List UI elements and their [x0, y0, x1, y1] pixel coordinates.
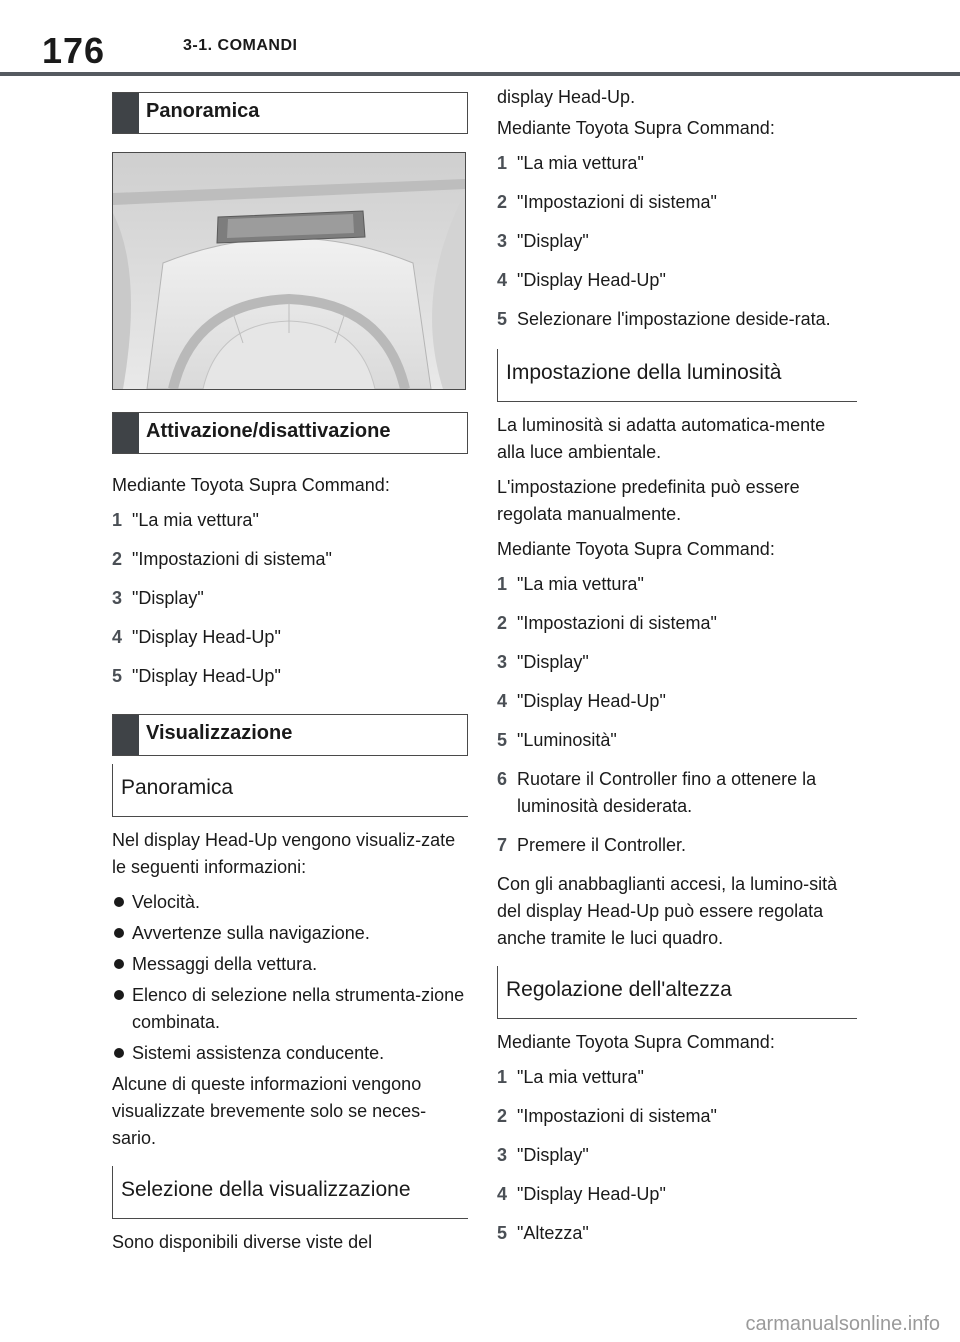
page-header — [0, 0, 960, 78]
step-item: 6 Ruotare il Controller fino a ottenere la luminosità desiderata. — [497, 769, 817, 816]
watermark: carmanualsonline.info — [745, 1313, 940, 1335]
step-item: 1 "La mia vettura" — [497, 574, 644, 594]
step-item: 3 "Display" — [497, 231, 589, 251]
subheading-panoramica: Panoramica — [112, 764, 468, 817]
list-item: Avvertenze sulla navigazione. — [112, 920, 468, 947]
luminosita-p2: L'impostazione predefinita può essere regolata manualmente. — [497, 477, 800, 524]
luminosita-steps — [497, 571, 857, 859]
step-item: 1 "La mia vettura" — [497, 1067, 644, 1087]
step-item: 5 "Luminosità" — [497, 730, 617, 750]
step-item: 2 "Impostazioni di sistema" — [497, 1106, 717, 1126]
altezza-steps — [497, 1064, 857, 1247]
page-number: 176 — [42, 30, 106, 71]
header-divider — [0, 72, 960, 76]
section-heading-visualizzazione: Visualizzazione — [112, 714, 468, 756]
step-item: 3 "Display" — [112, 588, 204, 608]
visualizzazione-note: Alcune di queste informazioni vengono visualizzate brevemente solo se neces-sario. — [112, 1074, 427, 1148]
info-bullet-list — [112, 889, 468, 1067]
step-item: 4 "Display Head-Up" — [112, 627, 281, 647]
step-item: 2 "Impostazioni di sistema" — [497, 613, 717, 633]
left-column — [112, 92, 468, 1264]
step-item: 2 "Impostazioni di sistema" — [497, 192, 717, 212]
step-item: 3 "Display" — [497, 652, 589, 672]
step-item: 7 Premere il Controller. — [497, 835, 687, 855]
luminosita-intro: Mediante Toyota Supra Command: — [497, 539, 775, 559]
step-item: 1 "La mia vettura" — [497, 153, 644, 173]
right-column — [497, 84, 857, 1259]
step-item: 4 "Display Head-Up" — [497, 270, 666, 290]
list-item: Messaggi della vettura. — [112, 951, 468, 978]
list-item: Sistemi assistenza conducente. — [112, 1040, 468, 1067]
continued-text: display Head-Up. — [497, 87, 636, 107]
head-up-display-illustration — [112, 152, 466, 390]
selezione-text: Sono disponibili diverse viste del — [112, 1232, 373, 1252]
step-item: 4 "Display Head-Up" — [497, 691, 666, 711]
subheading-altezza: Regolazione dell'altezza — [497, 966, 857, 1019]
visualizzazione-intro: Nel display Head-Up vengono visualiz-zate le seguenti informazioni: — [112, 830, 456, 877]
attivazione-steps — [112, 507, 468, 690]
luminosita-note: Con gli anabbaglianti accesi, la lumino-sità del display Head-Up può essere regolata anche tramite le luci quadro. — [497, 874, 838, 948]
step-item: 4 "Display Head-Up" — [497, 1184, 666, 1204]
list-item: Velocità. — [112, 889, 468, 916]
subheading-luminosita: Impostazione della luminosità — [497, 349, 857, 402]
list-item: Elenco di selezione nella strumenta-zione combinata. — [112, 982, 468, 1036]
dashboard-image — [113, 153, 465, 389]
step-item: 5 Selezionare l'impostazione deside-rata. — [497, 309, 831, 329]
step-item: 5 "Altezza" — [497, 1223, 589, 1243]
attivazione-intro: Mediante Toyota Supra Command: — [112, 475, 390, 495]
altezza-intro: Mediante Toyota Supra Command: — [497, 1032, 775, 1052]
step-item: 3 "Display" — [497, 1145, 589, 1165]
step-item: 5 "Display Head-Up" — [112, 666, 281, 686]
step-item: 1 "La mia vettura" — [112, 510, 259, 530]
step-item: 2 "Impostazioni di sistema" — [112, 549, 332, 569]
section-heading-panoramica: Panoramica — [112, 92, 468, 134]
chapter-title: 3-1. COMANDI — [183, 37, 298, 54]
continued-steps — [497, 150, 857, 333]
subheading-selezione: Selezione della visualizzazione — [112, 1166, 468, 1219]
continued-intro: Mediante Toyota Supra Command: — [497, 118, 775, 138]
section-heading-attivazione: Attivazione/disattivazione — [112, 412, 468, 454]
luminosita-p1: La luminosità si adatta automatica-mente alla luce ambientale. — [497, 415, 826, 462]
